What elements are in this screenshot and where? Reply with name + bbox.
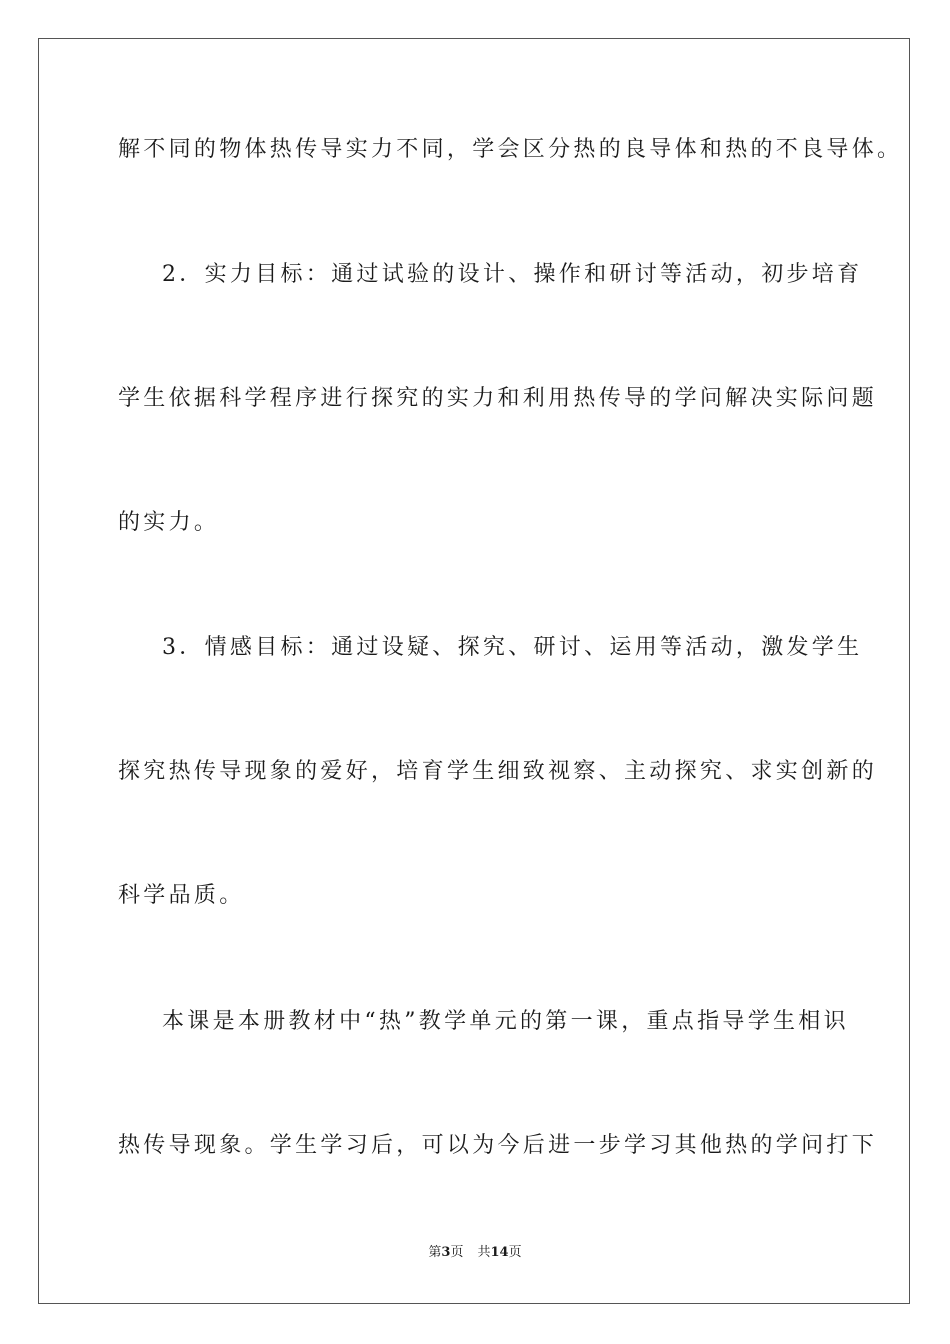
page-label-prefix: 第: [428, 1245, 442, 1260]
total-label-suffix: 页: [508, 1245, 522, 1260]
body-text-line: 探究热传导现象的爱好，培育学生细致视察、主动探究、求实创新的: [118, 759, 878, 784]
total-pages: 14: [490, 1245, 509, 1260]
page-border: [38, 38, 910, 1304]
page-number: 3: [441, 1245, 451, 1260]
total-label-prefix: 共: [477, 1245, 491, 1260]
body-text-line: 的实力。: [118, 510, 220, 535]
body-text-line: 热传导现象。学生学习后，可以为今后进一步学习其他热的学问打下: [118, 1133, 878, 1158]
page-label-suffix: 页: [450, 1245, 464, 1260]
body-text-line: 科学品质。: [118, 883, 245, 908]
body-text-line: 3．情感目标：通过设疑、探究、研讨、运用等活动，激发学生: [162, 635, 863, 660]
body-text-line: 本课是本册教材中“热”教学单元的第一课，重点指导学生相识: [162, 1009, 849, 1034]
body-text-line: 解不同的物体热传导实力不同，学会区分热的良导体和热的不良导体。: [118, 137, 903, 162]
body-text-line: 2．实力目标：通过试验的设计、操作和研讨等活动，初步培育: [162, 262, 863, 287]
page-footer: [0, 1244, 950, 1262]
body-text-line: 学生依据科学程序进行探究的实力和利用热传导的学问解决实际问题: [118, 386, 878, 411]
